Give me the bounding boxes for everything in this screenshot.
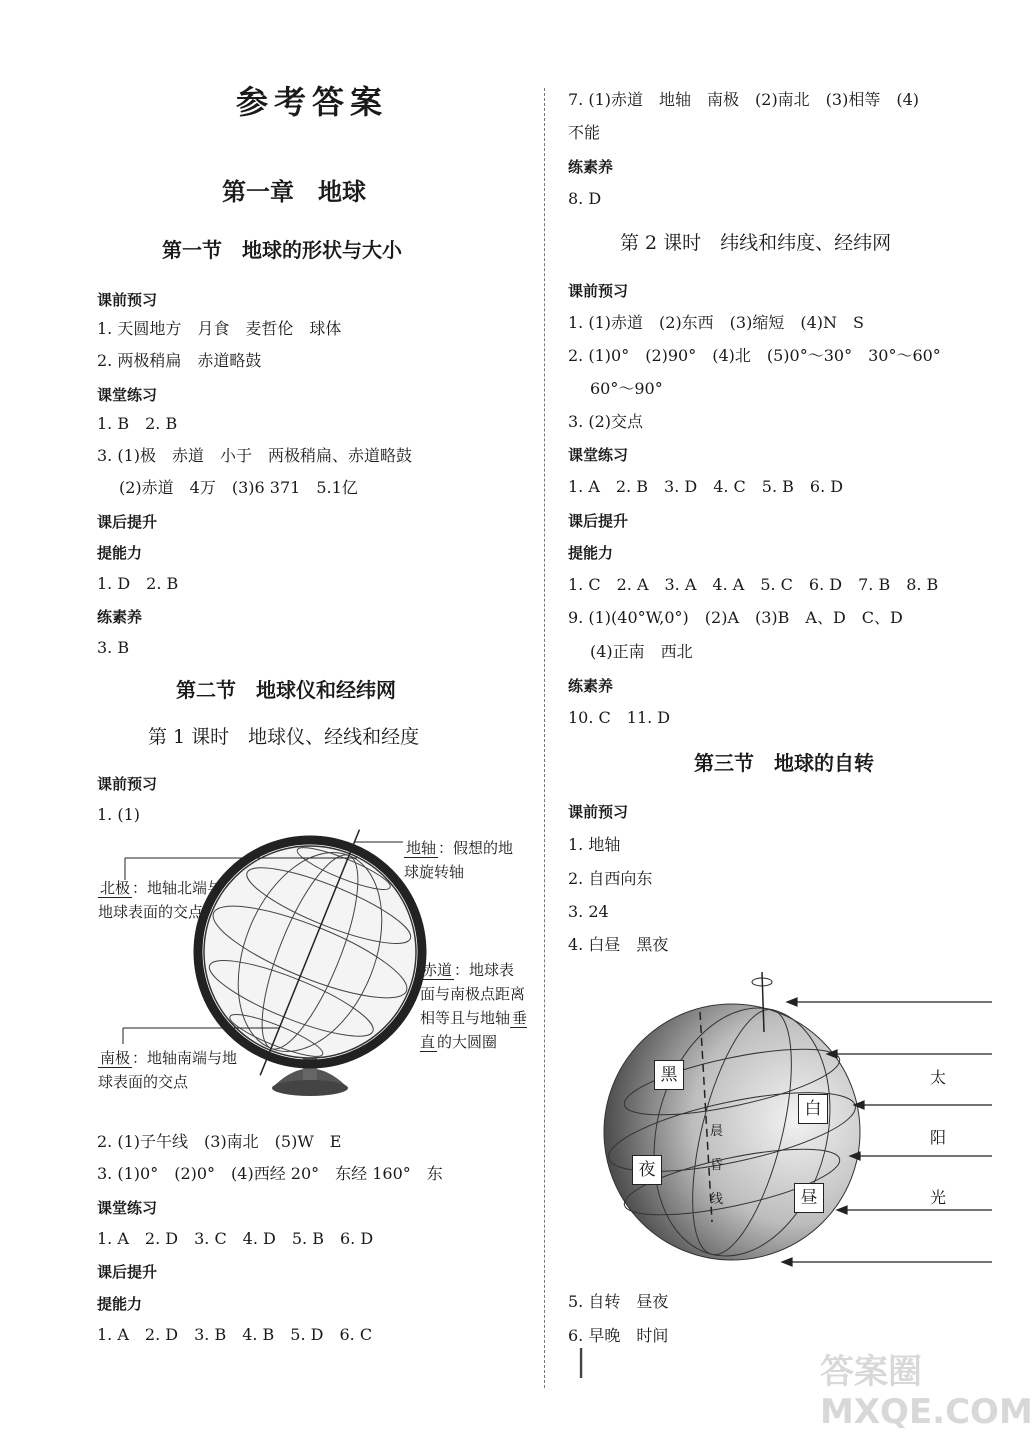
answer-line: (2)赤道 4万 (3)6 371 5.1亿	[119, 478, 358, 497]
answer-line: 1. 地轴	[568, 835, 621, 854]
answer-line: 1. A 2. D 3. C 4. D 5. B 6. D	[97, 1229, 374, 1248]
callout-south-pole: 南极 ：地轴南端与地球表面的交点	[98, 1049, 238, 1091]
section-label: 提能力	[97, 1295, 143, 1313]
answer-line: 6. 早晚 时间	[568, 1326, 669, 1345]
answer-line: 1. (1)赤道 (2)东西 (3)缩短 (4)N S	[568, 313, 864, 332]
answer-line: 5. 自转 昼夜	[568, 1292, 669, 1311]
answer-line: 3. (2)交点	[568, 412, 644, 431]
sunlight-label: 光	[930, 1188, 947, 1207]
answer-line: 1. 天圆地方 月食 麦哲伦 球体	[97, 319, 342, 338]
answer-line: 2. 自西向东	[568, 869, 653, 888]
page-number-mark: |	[576, 1344, 587, 1379]
section-label: 课前预习	[97, 775, 158, 793]
section-title: 第二节 地球仪和经纬网	[176, 678, 396, 702]
answer-line: 1. C 2. A 3. A 4. A 5. C 6. D 7. B 8. B	[568, 575, 939, 594]
label-white: 白	[798, 1094, 828, 1124]
section-label: 提能力	[568, 544, 614, 562]
answer-line: 8. D	[568, 189, 602, 208]
answer-line: 60°～90°	[590, 379, 663, 398]
column-divider	[544, 88, 545, 1388]
section-label: 课堂练习	[568, 446, 629, 464]
answer-line: 1. D 2. B	[97, 574, 179, 593]
answer-line: 3. 24	[568, 902, 609, 921]
section-label: 提能力	[97, 544, 143, 562]
answer-line: 7. (1)赤道 地轴 南极 (2)南北 (3)相等 (4)	[568, 90, 920, 109]
watermark: 答案圈 MXQE.COM	[820, 1352, 1033, 1432]
callout-earth-axis: 地轴 ：假想的地球旋转轴	[404, 839, 514, 881]
section-label: 课堂练习	[97, 1199, 158, 1217]
label-dark: 黑	[654, 1060, 684, 1090]
terminator-label: 晨昏线	[710, 1124, 724, 1207]
answer-line: 1. B 2. B	[97, 414, 178, 433]
section-label: 课前预习	[568, 803, 629, 821]
label-night: 夜	[632, 1155, 662, 1185]
earth-rotation-figure	[592, 972, 1000, 1272]
answer-line: 4. 白昼 黑夜	[568, 935, 669, 954]
answer-line: 1. A 2. B 3. D 4. C 5. B 6. D	[568, 477, 844, 496]
section-label: 课前预习	[568, 282, 629, 300]
lesson-title: 第 1 课时 地球仪、经线和经度	[148, 726, 420, 748]
section-label: 课后提升	[97, 513, 158, 531]
chapter-title: 第一章 地球	[222, 178, 366, 206]
section-label: 练素养	[568, 158, 614, 176]
answer-line: 不能	[568, 123, 601, 142]
answer-line: 3. (1)0° (2)0° (4)西经 20° 东经 160° 东	[97, 1164, 443, 1183]
section-title: 第一节 地球的形状与大小	[162, 238, 402, 262]
page-title: 参考答案	[236, 83, 389, 121]
answer-line: 2. 两极稍扁 赤道略鼓	[97, 351, 262, 370]
answer-line: 9. (1)(40°W,0°) (2)A (3)B A、D C、D	[568, 608, 903, 627]
section-label: 练素养	[568, 677, 614, 695]
answer-line: 1. (1)	[97, 805, 141, 824]
answer-line: 2. (1)子午线 (3)南北 (5)W E	[97, 1132, 342, 1151]
answer-line: (4)正南 西北	[590, 642, 693, 661]
section-label: 课后提升	[568, 512, 629, 530]
section-label: 练素养	[97, 608, 143, 626]
label-day: 昼	[794, 1183, 824, 1213]
section-title: 第三节 地球的自转	[694, 751, 874, 775]
section-label: 课堂练习	[97, 386, 158, 404]
answer-line: 2. (1)0° (2)90° (4)北 (5)0°～30° 30°～60°	[568, 346, 941, 365]
answer-line: 10. C 11. D	[568, 708, 671, 727]
sunlight-label: 太	[930, 1068, 947, 1087]
answer-line: 3. (1)极 赤道 小于 两极稍扁、赤道略鼓	[97, 446, 413, 465]
callout-north-pole: 北极 ：地轴北端与地球表面的交点	[98, 879, 223, 921]
callout-equator: 赤道 ：地球表面与南极点距离相等且与地轴 垂直 的大圆圈	[420, 961, 528, 1051]
answer-line: 1. A 2. D 3. B 4. B 5. D 6. C	[97, 1325, 373, 1344]
sunlight-label: 阳	[930, 1128, 947, 1147]
section-label: 课后提升	[97, 1263, 158, 1281]
lesson-title: 第 2 课时 纬线和纬度、经纬网	[620, 232, 892, 254]
answer-line: 3. B	[97, 638, 130, 657]
section-label: 课前预习	[97, 291, 158, 309]
